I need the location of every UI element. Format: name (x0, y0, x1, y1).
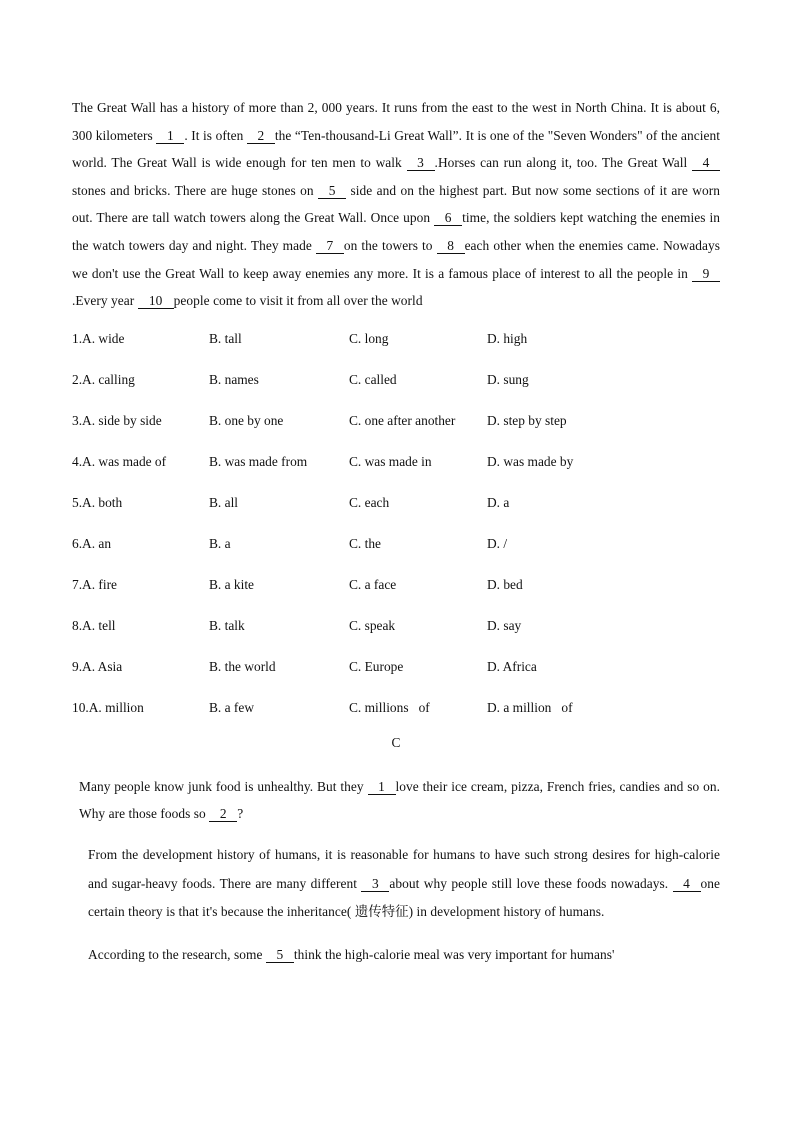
passage-text: time, the soldiers kept watching the enemies in the watch towers day and night. They made (72, 210, 724, 253)
question-row-6 (72, 534, 720, 575)
option-c: C. millions of (349, 699, 430, 715)
blank-7: 7 (316, 239, 344, 254)
blank-2: 2 (247, 129, 275, 144)
option-c: C. long (349, 330, 389, 346)
blank-1: 1 (368, 780, 396, 795)
option-a: 3.A. side by side (72, 412, 162, 428)
blank-8: 8 (437, 239, 465, 254)
option-c: C. one after another (349, 412, 456, 428)
option-a: 6.A. an (72, 535, 112, 551)
passage-text: stones and bricks. There are huge stones on (72, 182, 319, 198)
question-row-9 (72, 657, 720, 698)
passage-text: think the high-calorie meal was very important for humans' (293, 946, 615, 962)
option-d: D. / (487, 535, 508, 551)
option-b: B. tall (209, 330, 242, 346)
option-c: C. a face (349, 576, 397, 592)
option-c: C. was made in (349, 453, 432, 469)
option-a: 8.A. tell (72, 617, 116, 633)
blank-3: 3 (361, 877, 389, 892)
option-c: C. each (349, 494, 390, 510)
option-b: B. a few (209, 699, 254, 715)
passage-text: From the development history of humans, it is reasonable for humans to have such strong desires for high-calorie and sugar-heavy foods. There are many different (88, 846, 724, 891)
question-row-2 (72, 370, 720, 411)
passage-text: about why people still love these foods nowadays. (389, 875, 673, 891)
passage-c-paragraph-3 (72, 941, 720, 969)
option-d: D. high (487, 330, 528, 346)
passage-text: Many people know junk food is unhealthy. But they (79, 778, 368, 794)
option-c: C. called (349, 371, 397, 387)
option-d: D. bed (487, 576, 523, 592)
passage-text: .Every year (72, 293, 138, 309)
blank-6: 6 (434, 211, 462, 226)
passage-text: the “Ten-thousand-Li Great Wall”. It is one of the "Seven Wonders" of the ancient world. The Great Wall is wide enough for ten men to walk (72, 127, 724, 171)
option-a: 4.A. was made of (72, 453, 167, 469)
option-d: D. sung (487, 371, 529, 387)
option-a: 7.A. fire (72, 576, 117, 592)
option-a: 5.A. both (72, 494, 123, 510)
passage-text: side and on the highest part. But now some sections of it are worn out. There are tall watch towers along the Great Wall. Once upon (72, 182, 724, 226)
option-b: B. talk (209, 617, 245, 633)
passage-c-paragraph-1 (72, 773, 724, 828)
passage-text: . It is often (184, 127, 247, 143)
blank-4: 4 (673, 877, 701, 892)
option-d: D. a (487, 494, 510, 510)
option-a: 10.A. million (72, 699, 144, 715)
passage-text: on the towers to (343, 237, 437, 253)
blank-9: 9 (692, 267, 720, 282)
question-row-1 (72, 329, 720, 370)
option-b: B. all (209, 494, 239, 510)
blank-5: 5 (318, 184, 346, 199)
option-c: C. speak (349, 617, 396, 633)
question-row-4 (72, 452, 720, 493)
question-row-10 (72, 698, 720, 739)
passage-text: love their ice cream, pizza, French fries, candies and so on. Why are those foods so (79, 778, 724, 822)
blank-3: 3 (407, 156, 435, 171)
option-a: 9.A. Asia (72, 658, 123, 674)
blank-5: 5 (266, 948, 294, 963)
passage-text: ? (237, 806, 244, 822)
option-c: C. the (349, 535, 381, 551)
option-b: B. one by one (209, 412, 284, 428)
option-b: B. names (209, 371, 259, 387)
option-d: D. Africa (487, 658, 537, 674)
option-a: 1.A. wide (72, 330, 125, 346)
question-row-8 (72, 616, 720, 657)
worksheet-page (72, 94, 724, 968)
option-d: D. step by step (487, 412, 567, 428)
blank-10: 10 (138, 294, 174, 309)
blank-4: 4 (692, 156, 720, 171)
option-a: 2.A. calling (72, 371, 135, 387)
passage-text: one certain theory is that it's because the inheritance( 遗传特征) in development history of humans. (88, 875, 724, 920)
option-b: B. a (209, 535, 231, 551)
passage-text: According to the research, some (88, 946, 266, 962)
passage-text: people come to visit it from all over the world (173, 293, 423, 309)
section-heading-c: C (391, 734, 401, 750)
option-c: C. Europe (349, 658, 404, 674)
cloze-passage-great-wall (72, 94, 724, 315)
blank-1: 1 (156, 129, 184, 144)
option-b: B. the world (209, 658, 276, 674)
option-b: B. was made from (209, 453, 308, 469)
passage-text: each other when the enemies came. Nowadays we don't use the Great Wall to keep away enemies any more. It is a famous place of interest to all the people in (72, 237, 724, 281)
question-row-5 (72, 493, 720, 534)
passage-c-paragraph-2 (72, 841, 724, 927)
blank-2: 2 (209, 807, 237, 822)
passage-text: The Great Wall has a history of more than 2, 000 years. It runs from the east to the west in North China. It is about 6, 300 kilometers (72, 100, 724, 143)
answer-options (72, 329, 720, 739)
question-row-3 (72, 411, 720, 452)
question-row-7 (72, 575, 720, 616)
option-d: D. a million of (487, 699, 573, 715)
option-b: B. a kite (209, 576, 254, 592)
option-d: D. was made by (487, 453, 574, 469)
passage-text: .Horses can run along it, too. The Great Wall (434, 155, 693, 171)
option-d: D. say (487, 617, 522, 633)
